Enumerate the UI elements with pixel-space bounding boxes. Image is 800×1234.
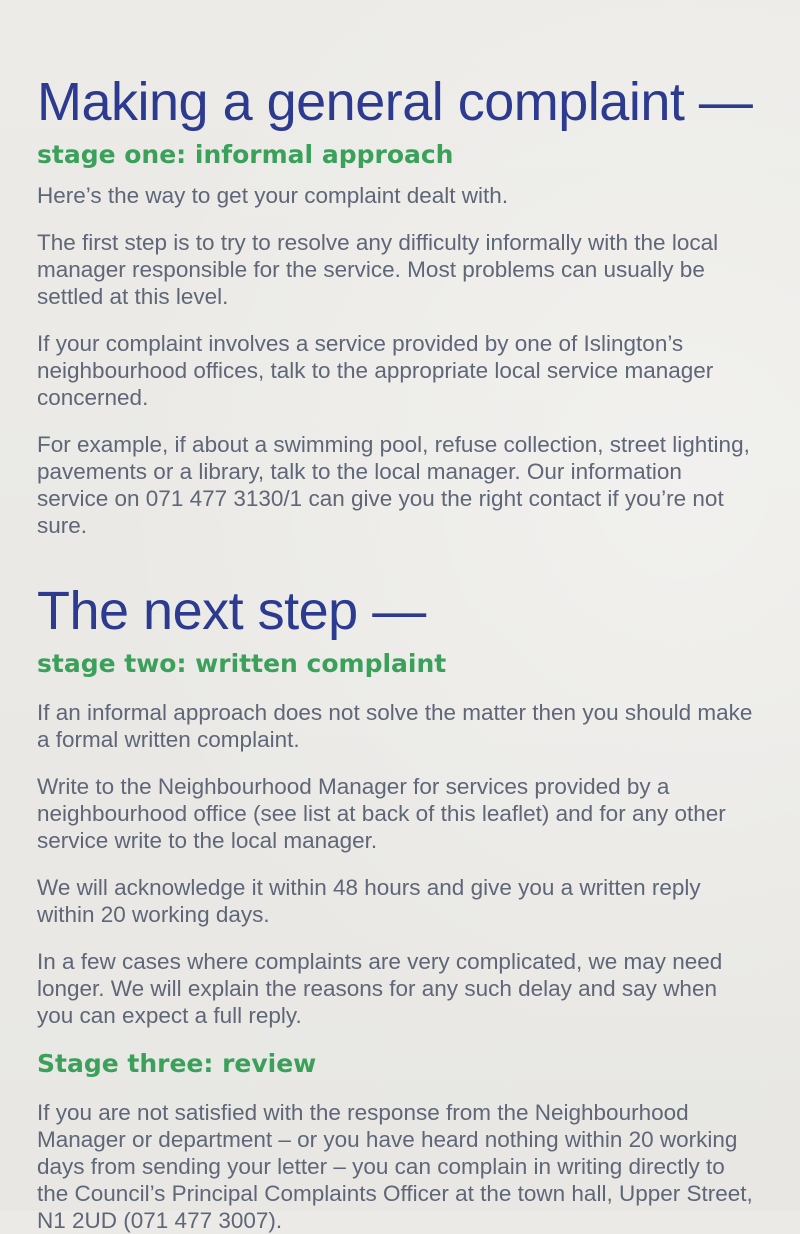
subheading-stage-two: stage two: written complaint (37, 649, 447, 678)
paragraph-intro: Here’s the way to get your complaint dealt with. (37, 183, 509, 208)
paragraph-review: If you are not satisfied with the response from the Neighbourhood Manager or department – or you have heard nothing within 20 working days from sending your letter – you can complain in writing directly to the Council’s Principal Complaints Officer at the town hall, Upper Street, N1 2UD (071 477 3007). (37, 1100, 753, 1233)
paragraph-example: For example, if about a swimming pool, refuse collection, street lighting, pavements or a library, talk to the local manager. Our information service on 071 477 3130/1 can give you the right contact if you’re not sure. (37, 432, 750, 538)
paragraph-formal-complaint: If an informal approach does not solve the matter then you should make a formal written complaint. (37, 700, 753, 752)
subheading-stage-one: stage one: informal approach (37, 140, 454, 169)
paragraph-first-step: The first step is to try to resolve any difficulty informally with the local manager responsible for the service. Most problems can usually be settled at this level. (37, 230, 719, 309)
heading-general-complaint: Making a general complaint — (37, 72, 753, 132)
section-next-step (37, 581, 757, 1029)
paragraph-complicated-cases: In a few cases where complaints are very complicated, we may need longer. We will explain the reasons for any such delay and say when you can expect a full reply. (37, 949, 723, 1028)
paragraph-write-to-manager: Write to the Neighbourhood Manager for services provided by a neighbourhood office (see list at back of this leaflet) and for any other service write to the local manager. (37, 774, 726, 853)
page-content (37, 72, 757, 1234)
subheading-stage-three: Stage three: review (37, 1049, 317, 1078)
heading-next-step: The next step — (37, 581, 426, 641)
paragraph-acknowledge: We will acknowledge it within 48 hours and give you a written reply within 20 working days. (37, 875, 701, 927)
paragraph-neighbourhood-offices: If your complaint involves a service provided by one of Islington’s neighbourhood offices, talk to the appropriate local service manager concerned. (37, 331, 714, 410)
